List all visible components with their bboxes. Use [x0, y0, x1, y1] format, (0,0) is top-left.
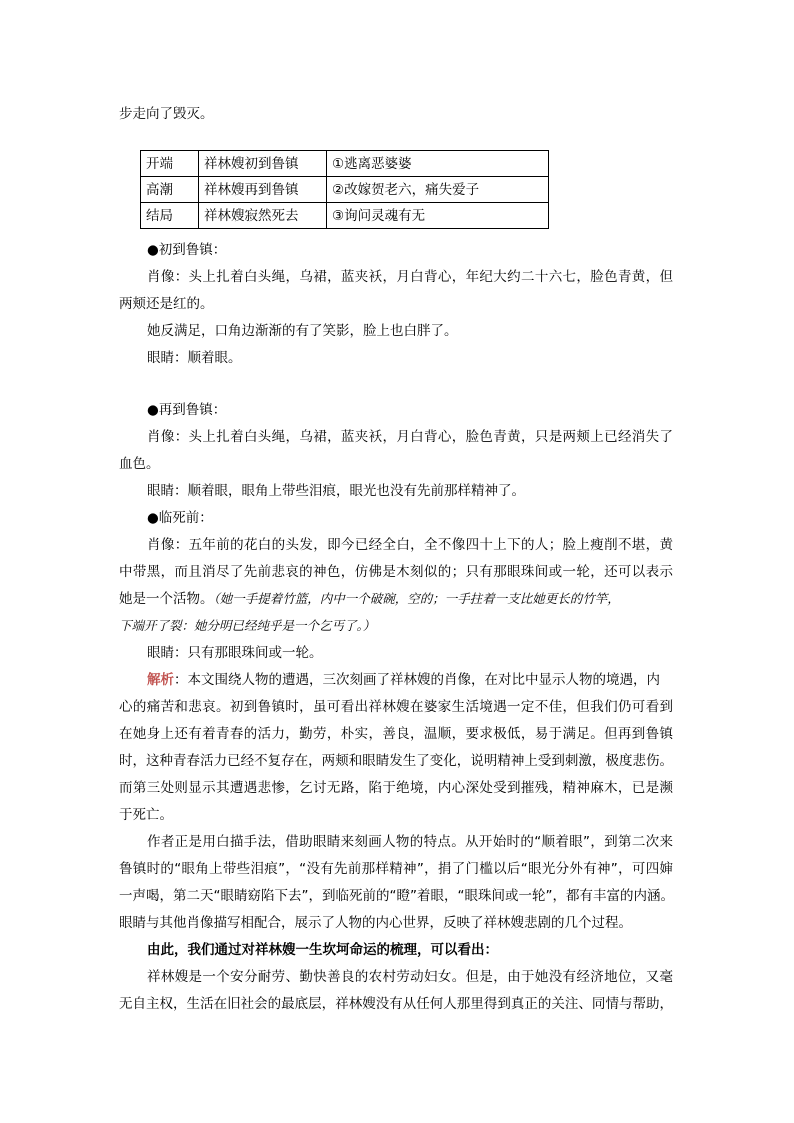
analysis-text: 作者正是用白描手法，借助眼睛来刻画人物的特点。从开始时的“顺着眼”，到第二次来: [147, 834, 673, 850]
plot-summary-table: [140, 150, 549, 229]
content-text: 她反满足，口角边渐渐的有了笑影，脸上也白胖了。: [147, 323, 458, 339]
analysis-text: 鲁镇时的“眼角上带些泪痕”，“没有先前那样精神”，捐了门槛以后“眼光分外有神”，可四婶: [119, 861, 673, 877]
eyes-text: 眼睛：只有那眼珠间或一轮。: [147, 645, 323, 661]
table-cell: ①逃离恶婆婆: [327, 151, 549, 177]
analysis-text: 于死亡。: [119, 807, 173, 823]
analysis-text: 时，这种青春活力已经不复存在，两颊和眼睛发生了变化，说明精神上受到刺激，极度悲伤。: [119, 753, 673, 769]
portrait-text: 中带黑，而且消尽了先前悲哀的神色，仿佛是木刻似的；只有那眼珠间或一轮，还可以表示: [119, 564, 673, 580]
section-heading-third: ●临死前：: [147, 510, 213, 526]
portrait-text: 两颊还是红的。: [119, 296, 214, 312]
table-row: [141, 151, 549, 177]
table-cell: ③询问灵魂有无: [327, 203, 549, 229]
section-heading-second: ●再到鲁镇：: [147, 402, 227, 418]
portrait-italic-note: （她一手提着竹篮，内中一个破碗，空的；一手拄着一支比她更长的竹竿，: [213, 591, 620, 606]
table-cell: 祥林嫂再到鲁镇: [199, 177, 327, 203]
conclusion-text: 祥林嫂是一个安分耐劳、勤快善良的农村劳动妇女。但是，由于她没有经济地位，又毫: [147, 969, 673, 985]
portrait-text: 她是一个活物。: [119, 591, 214, 607]
analysis-text: 心的痛苦和悲哀。初到鲁镇时，虽可看出祥林嫂在婆家生活境遇一定不佳，但我们仍可看到: [119, 699, 673, 715]
portrait-italic-note: 下端开了裂：她分明已经纯乎是一个乞丐了。）: [119, 618, 376, 633]
table-cell: ②改嫁贺老六，痛失爱子: [327, 177, 549, 203]
eyes-text: 眼睛：顺着眼。: [147, 350, 242, 366]
analysis-label: 解析: [147, 672, 174, 688]
table-row: [141, 203, 549, 229]
table-cell: 开端: [141, 151, 199, 177]
conclusion-text: 无自主权，生活在旧社会的最底层，祥林嫂没有从任何人那里得到真正的关注、同情与帮助，: [119, 996, 673, 1012]
analysis-text: ：本文围绕人物的遭遇，三次刻画了祥林嫂的肖像，在对比中显示人物的境遇，内: [174, 672, 660, 688]
table-cell: 高潮: [141, 177, 199, 203]
table-cell: 祥林嫂寂然死去: [199, 203, 327, 229]
conclusion-heading: 由此，我们通过对祥林嫂一生坎坷命运的梳理，可以看出：: [147, 942, 498, 958]
analysis-text: 而第三处则显示其遭遇悲惨，乞讨无路，陷于绝境，内心深处受到摧残，精神麻木，已是濒: [119, 780, 673, 796]
analysis-text: 在她身上还有着青春的活力，勤劳，朴实，善良，温顺，要求极低，易于满足。但再到鲁镇: [119, 726, 673, 742]
section-heading-first: ●初到鲁镇：: [147, 242, 227, 258]
portrait-text: 肖像：头上扎着白头绳，乌裙，蓝夹袄，月白背心，年纪大约二十六七，脸色青黄，但: [147, 269, 673, 285]
table-cell: 结局: [141, 203, 199, 229]
portrait-text: 肖像：五年前的花白的头发，即今已经全白，全不像四十上下的人；脸上瘦削不堪，黄: [147, 537, 673, 553]
intro-tail: 步走向了毁灭。: [119, 106, 214, 122]
analysis-text: 一声喝，第二天“眼睛窈陷下去”，到临死前的“瞪”着眼，“眼珠间或一轮”，都有丰富的内涵。: [119, 888, 674, 904]
eyes-text: 眼睛：顺着眼，眼角上带些泪痕，眼光也没有先前那样精神了。: [147, 483, 525, 499]
portrait-text-line: [119, 589, 673, 609]
analysis-text: 眼睛与其他肖像描写相配合，展示了人物的内心世界，反映了祥林嫂悲剧的几个过程。: [119, 915, 632, 931]
table-cell: 祥林嫂初到鲁镇: [199, 151, 327, 177]
portrait-text: 血色。: [119, 456, 160, 472]
portrait-text: 肖像：头上扎着白头绳，乌裙，蓝夹袄，月白背心，脸色青黄，只是两颊上已经消失了: [147, 429, 673, 445]
analysis-line: [147, 670, 673, 690]
table-row: [141, 177, 549, 203]
